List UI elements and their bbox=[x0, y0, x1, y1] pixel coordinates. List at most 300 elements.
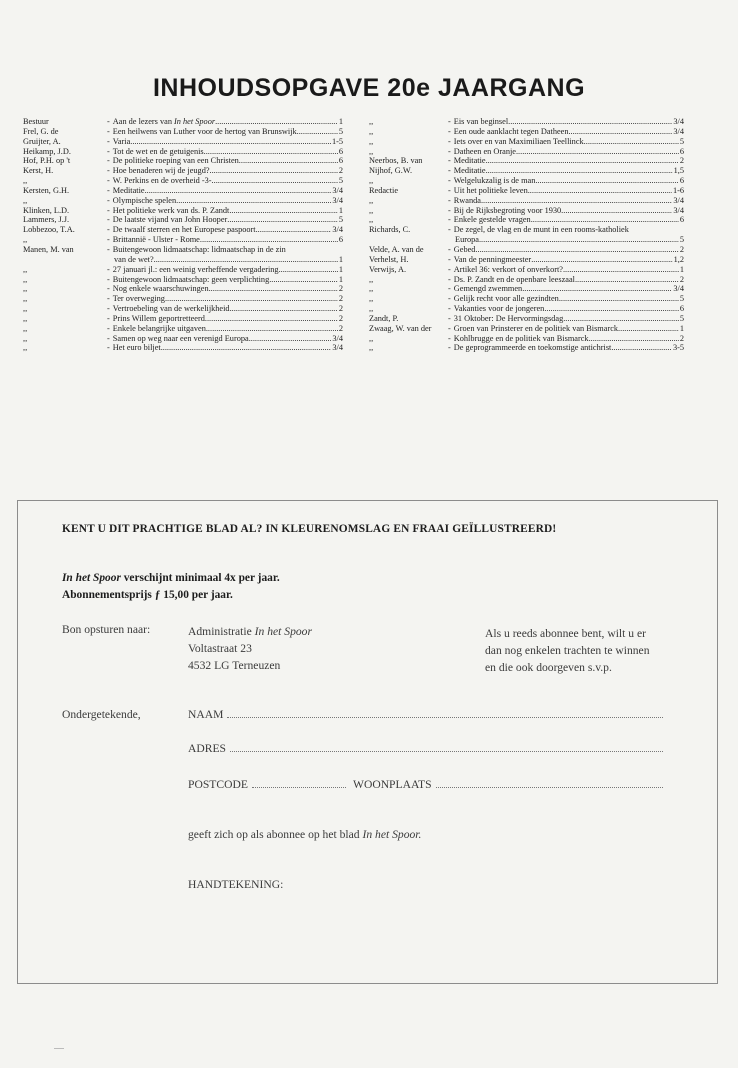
toc-leader bbox=[249, 334, 332, 344]
toc-leader bbox=[568, 127, 672, 137]
toc-title: Rwanda bbox=[453, 195, 481, 205]
toc-article bbox=[107, 147, 343, 157]
toc-entry bbox=[23, 225, 343, 235]
toc-article bbox=[107, 245, 343, 265]
toc-title: Datheen en Oranje bbox=[453, 146, 516, 156]
toc-author: Zwaag, W. van der bbox=[369, 323, 432, 333]
promo-heading: KENT U DIT PRACHTIGE BLAD AL? IN KLEURENOMSLAG EN FRAAI GEÏLLUSTREERD! bbox=[62, 523, 557, 535]
toc-dash: - bbox=[107, 274, 110, 284]
toc-article bbox=[448, 206, 684, 216]
toc-article bbox=[107, 215, 343, 225]
mailing-address bbox=[188, 623, 312, 674]
toc-page: 1 bbox=[338, 264, 343, 274]
toc-author: ,, bbox=[369, 294, 374, 304]
toc-page: 6 bbox=[679, 176, 684, 186]
toc-entry bbox=[369, 314, 684, 324]
toc-page: 5 bbox=[679, 313, 684, 323]
toc-article bbox=[107, 343, 343, 353]
toc-entry bbox=[369, 275, 684, 285]
toc-dash: - bbox=[107, 284, 110, 294]
toc-entry bbox=[23, 117, 343, 127]
toc-article bbox=[448, 156, 684, 166]
toc-leader bbox=[516, 147, 679, 157]
address-label: ADRES bbox=[188, 742, 227, 755]
postcode-field[interactable] bbox=[188, 778, 346, 791]
toc-article bbox=[448, 343, 684, 353]
toc-entry bbox=[369, 294, 684, 304]
toc-entry bbox=[369, 206, 684, 216]
toc-author: ,, bbox=[23, 264, 28, 274]
toc-leader bbox=[563, 265, 679, 275]
toc-dash: - bbox=[107, 244, 110, 254]
toc-entry bbox=[369, 137, 684, 147]
toc-dash: - bbox=[107, 304, 110, 314]
toc-entry bbox=[23, 196, 343, 206]
toc-entry bbox=[369, 156, 684, 166]
toc-author: Kersten, G.H. bbox=[23, 185, 70, 195]
subscriber-note bbox=[485, 625, 705, 676]
toc-page: 5 bbox=[338, 176, 343, 186]
toc-page: 5 bbox=[679, 136, 684, 146]
toc-entry bbox=[369, 117, 684, 127]
note-line: Als u reeds abonnee bent, wilt u er bbox=[485, 627, 646, 640]
toc-author: ,, bbox=[369, 343, 374, 353]
toc-dash: - bbox=[107, 215, 110, 225]
toc-title-continued: Europa bbox=[455, 235, 479, 245]
toc-author: ,, bbox=[23, 284, 28, 294]
toc-author: ,, bbox=[369, 304, 374, 314]
toc-leader bbox=[227, 215, 338, 225]
toc-leader bbox=[161, 343, 332, 353]
statement-magazine-name: In het Spoor. bbox=[362, 828, 422, 841]
toc-author: Heikamp, J.D. bbox=[23, 146, 71, 156]
toc-article bbox=[448, 275, 684, 285]
toc-entry bbox=[369, 215, 684, 225]
toc-title: Meditatie bbox=[453, 156, 486, 166]
toc-dash: - bbox=[448, 264, 451, 274]
toc-author: ,, bbox=[369, 205, 374, 215]
toc-dash: - bbox=[448, 176, 451, 186]
toc-page: 2 bbox=[679, 274, 684, 284]
undersigned-label: Ondergetekende, bbox=[62, 708, 141, 721]
toc-magazine-name: In het Spoor bbox=[174, 117, 216, 126]
toc-dash: - bbox=[107, 126, 110, 136]
toc-entry bbox=[369, 284, 684, 294]
city-label: WOONPLAATS bbox=[353, 778, 432, 791]
toc-entry bbox=[369, 255, 684, 265]
toc-author: ,, bbox=[23, 343, 28, 353]
toc-dash: - bbox=[448, 343, 451, 353]
toc-title: Olympische spelen bbox=[112, 195, 177, 205]
toc-page: 3-5 bbox=[672, 343, 684, 353]
toc-title: Aan de lezers van In het Spoor bbox=[112, 117, 216, 126]
toc-page: 3/4 bbox=[332, 185, 343, 195]
toc-leader bbox=[528, 186, 672, 196]
toc-page: 2 bbox=[338, 284, 343, 294]
toc-leader bbox=[229, 206, 337, 216]
toc-title: Buitengewoon lidmaatschap: geen verplichting bbox=[112, 274, 270, 284]
toc-author: Verwijs, A. bbox=[369, 264, 407, 274]
toc-author: ,, bbox=[369, 117, 374, 126]
toc-author: Bestuur bbox=[23, 117, 49, 126]
frequency-text: verschijnt minimaal 4x per jaar. bbox=[123, 572, 280, 584]
toc-page: 2 bbox=[338, 304, 343, 314]
name-label: NAAM bbox=[188, 708, 224, 721]
toc-title: Prins Willem geportretteerd bbox=[112, 313, 205, 323]
note-line: en die ook doorgeven s.v.p. bbox=[485, 661, 612, 674]
toc-page: 3/4 bbox=[332, 195, 343, 205]
toc-title: Een oude aanklacht tegen Datheen bbox=[453, 126, 569, 136]
toc-title: Meditatie bbox=[112, 185, 145, 195]
toc-dash: - bbox=[448, 294, 451, 304]
toc-page: 2 bbox=[338, 294, 343, 304]
toc-entry bbox=[369, 265, 684, 275]
toc-entry bbox=[23, 265, 343, 275]
toc-author: ,, bbox=[369, 195, 374, 205]
toc-article bbox=[107, 294, 343, 304]
toc-dash: - bbox=[448, 274, 451, 284]
toc-article bbox=[107, 284, 343, 294]
toc-leader bbox=[205, 314, 338, 324]
toc-leader bbox=[475, 245, 678, 255]
toc-page: 3/4 bbox=[673, 195, 684, 205]
toc-title: Welgelukzalig is de man bbox=[453, 176, 536, 186]
name-field[interactable] bbox=[188, 708, 663, 721]
toc-article bbox=[107, 304, 343, 314]
toc-article bbox=[107, 166, 343, 176]
toc-dash: - bbox=[448, 284, 451, 294]
toc-title: Iets over en van Maximiliaen Teellinck bbox=[453, 136, 584, 146]
subscription-statement bbox=[188, 828, 421, 841]
toc-leader bbox=[209, 284, 338, 294]
toc-entry bbox=[23, 294, 343, 304]
toc-entry bbox=[369, 166, 684, 176]
toc-article bbox=[448, 147, 684, 157]
toc-author: Richards, C. bbox=[369, 225, 411, 235]
toc-dash: - bbox=[107, 205, 110, 215]
toc-entry bbox=[369, 245, 684, 255]
toc-article bbox=[448, 127, 684, 137]
toc-page: 1 bbox=[679, 264, 684, 274]
toc-dash: - bbox=[448, 117, 451, 126]
toc-page: 3/4 bbox=[332, 343, 343, 353]
toc-page: 3/4 bbox=[673, 205, 684, 215]
toc-leader bbox=[176, 196, 331, 206]
toc-leader bbox=[256, 225, 332, 235]
toc-page: 1 bbox=[338, 205, 343, 215]
toc-dash: - bbox=[448, 333, 451, 343]
toc-leader bbox=[210, 166, 338, 176]
toc-article bbox=[107, 334, 343, 344]
toc-leader bbox=[611, 343, 672, 353]
toc-page: 3/4 bbox=[673, 126, 684, 136]
toc-author: ,, bbox=[369, 136, 374, 146]
toc-author: ,, bbox=[369, 333, 374, 343]
toc-dash: - bbox=[107, 195, 110, 205]
toc-title: Het politieke werk van ds. P. Zandt bbox=[112, 205, 230, 215]
toc-page: 1,5 bbox=[673, 166, 684, 176]
postcode-label: POSTCODE bbox=[188, 778, 248, 791]
toc-title: Hoe benaderen wij de jeugd? bbox=[112, 166, 210, 176]
toc-article bbox=[448, 304, 684, 314]
toc-page: 1 bbox=[338, 274, 343, 284]
toc-leader bbox=[544, 304, 679, 314]
toc-dash: - bbox=[448, 323, 451, 333]
toc-dash: - bbox=[107, 264, 110, 274]
toc-leader bbox=[206, 324, 338, 334]
toc-article bbox=[107, 265, 343, 275]
toc-dash: - bbox=[107, 294, 110, 304]
toc-article bbox=[448, 255, 684, 265]
address-field[interactable] bbox=[188, 742, 663, 755]
toc-title: De geprogrammeerde en toekomstige antichrist bbox=[453, 343, 612, 353]
toc-entry bbox=[369, 324, 684, 334]
toc-author: Gruijter, A. bbox=[23, 136, 61, 146]
toc-page: 3/4 bbox=[673, 117, 684, 126]
toc-title: De laatste vijand van John Hooper bbox=[112, 215, 228, 225]
postcode-input-line[interactable] bbox=[252, 787, 346, 788]
toc-article bbox=[448, 176, 684, 186]
toc-title: Meditatie bbox=[453, 166, 486, 176]
note-line: dan nog enkelen trachten te winnen bbox=[485, 644, 650, 657]
page-title: INHOUDSOPGAVE 20e JAARGANG bbox=[152, 74, 586, 102]
toc-dash: - bbox=[107, 117, 110, 126]
toc-entry bbox=[369, 186, 684, 196]
toc-dash: - bbox=[107, 313, 110, 323]
toc-title: Vertroebeling van de werkelijkheid bbox=[112, 304, 230, 314]
toc-entry bbox=[23, 314, 343, 324]
toc-article bbox=[107, 186, 343, 196]
toc-page: 5 bbox=[679, 294, 684, 304]
frequency-line bbox=[62, 572, 280, 584]
toc-dash: - bbox=[448, 126, 451, 136]
toc-page: 2 bbox=[338, 323, 343, 333]
toc-leader bbox=[215, 117, 338, 127]
toc-entry bbox=[23, 275, 343, 285]
toc-entry bbox=[369, 176, 684, 186]
toc-dash: - bbox=[448, 313, 451, 323]
toc-article bbox=[107, 314, 343, 324]
toc-author: Manen, M. van bbox=[23, 244, 74, 254]
toc-title: Samen op weg naar een verenigd Europa bbox=[112, 333, 249, 343]
toc-article bbox=[448, 225, 684, 245]
toc-title: Brittannië - Ulster - Rome bbox=[112, 235, 200, 245]
toc-entry bbox=[23, 324, 343, 334]
toc-title: Enkele gestelde vragen bbox=[453, 215, 531, 225]
toc-article bbox=[448, 186, 684, 196]
toc-page: 2 bbox=[679, 333, 684, 343]
page-mark bbox=[54, 1048, 64, 1049]
toc-entry bbox=[23, 245, 343, 265]
city-input-line[interactable] bbox=[436, 787, 663, 788]
toc-dash: - bbox=[107, 323, 110, 333]
toc-page: 2 bbox=[338, 313, 343, 323]
toc-leader bbox=[618, 324, 679, 334]
toc-entry bbox=[23, 235, 343, 245]
toc-title: Eis van beginsel bbox=[453, 117, 509, 126]
toc-author: ,, bbox=[23, 235, 28, 245]
toc-article bbox=[448, 196, 684, 206]
toc-leader bbox=[212, 176, 338, 186]
toc-author: ,, bbox=[23, 294, 28, 304]
toc-page: 6 bbox=[338, 156, 343, 166]
toc-dash: - bbox=[448, 254, 451, 264]
toc-entry bbox=[369, 334, 684, 344]
address-name: In het Spoor bbox=[254, 625, 312, 638]
address-input-line[interactable] bbox=[230, 751, 663, 752]
toc-author: ,, bbox=[23, 313, 28, 323]
toc-leader bbox=[479, 235, 679, 245]
toc-leader bbox=[535, 176, 678, 186]
toc-dash: - bbox=[107, 235, 110, 245]
toc-entry bbox=[23, 156, 343, 166]
toc-title: Enkele belangrijke uitgaven bbox=[112, 323, 206, 333]
toc-article bbox=[107, 324, 343, 334]
toc-page: 3/4 bbox=[332, 225, 343, 235]
toc-title: Bij de Rijksbegroting voor 1930 bbox=[453, 205, 562, 215]
toc-dash: - bbox=[448, 185, 451, 195]
toc-article bbox=[448, 324, 684, 334]
toc-page: 2 bbox=[679, 156, 684, 166]
toc-page: 1-5 bbox=[331, 136, 343, 146]
toc-article bbox=[448, 166, 684, 176]
toc-dash: - bbox=[448, 136, 451, 146]
send-to-label: Bon opsturen naar: bbox=[62, 623, 151, 636]
toc-author: Nijhof, G.W. bbox=[369, 166, 413, 176]
toc-dash: - bbox=[448, 215, 451, 225]
toc-dash: - bbox=[107, 225, 110, 235]
toc-title: De twaalf sterren en het Europese paspoort bbox=[112, 225, 256, 235]
toc-leader bbox=[269, 275, 338, 285]
toc-dash: - bbox=[107, 176, 110, 186]
toc-leader bbox=[230, 304, 338, 314]
toc-article bbox=[448, 334, 684, 344]
toc-page: 6 bbox=[338, 146, 343, 156]
toc-title: De politieke roeping van een Christen bbox=[112, 156, 239, 166]
toc-page: 5 bbox=[679, 235, 684, 245]
toc-page: 1-6 bbox=[672, 185, 684, 195]
toc-author: ,, bbox=[369, 215, 374, 225]
toc-article bbox=[448, 245, 684, 255]
toc-dash: - bbox=[448, 225, 451, 235]
toc-page: 3/4 bbox=[673, 284, 684, 294]
toc-entry bbox=[23, 127, 343, 137]
toc-entry bbox=[23, 137, 343, 147]
toc-entry bbox=[369, 127, 684, 137]
magazine-name: In het Spoor bbox=[62, 572, 121, 584]
toc-leader bbox=[130, 137, 331, 147]
toc-title: Gebed bbox=[453, 244, 476, 254]
toc-author: Verhelst, H. bbox=[369, 254, 409, 264]
name-input-line[interactable] bbox=[227, 717, 663, 718]
toc-entry bbox=[369, 304, 684, 314]
toc-article bbox=[107, 176, 343, 186]
toc-title: Groen van Prinsterer en de politiek van Bismarck bbox=[453, 323, 619, 333]
toc-author: ,, bbox=[369, 146, 374, 156]
price-line: Abonnementsprijs ƒ 15,00 per jaar. bbox=[62, 589, 233, 601]
toc-dash: - bbox=[107, 185, 110, 195]
toc-title-continued: van de wet? bbox=[114, 254, 154, 264]
toc-leader bbox=[589, 334, 679, 344]
toc-page: 5 bbox=[338, 126, 343, 136]
toc-title: Van de penningmeester bbox=[453, 254, 532, 264]
toc-author: Kerst, H. bbox=[23, 166, 54, 176]
toc-author: Zandt, P. bbox=[369, 313, 399, 323]
toc-dash: - bbox=[107, 156, 110, 166]
toc-leader bbox=[559, 294, 679, 304]
toc-entry bbox=[369, 343, 684, 353]
toc-page: 1 bbox=[679, 323, 684, 333]
toc-title: 27 januari jl.: een weinig verheffende vergadering bbox=[112, 264, 279, 274]
toc-entry bbox=[23, 343, 343, 353]
toc-leader bbox=[279, 265, 338, 275]
toc-article bbox=[107, 156, 343, 166]
toc-leader bbox=[200, 235, 338, 245]
city-field[interactable] bbox=[353, 778, 663, 791]
toc-author: ,, bbox=[369, 176, 374, 186]
toc-author: ,, bbox=[23, 195, 28, 205]
toc-title: Vakanties voor de jongeren bbox=[453, 304, 545, 314]
toc-article bbox=[107, 235, 343, 245]
signature-label: HANDTEKENING: bbox=[188, 878, 284, 891]
toc-dash: - bbox=[107, 166, 110, 176]
toc-leader bbox=[481, 196, 672, 206]
toc-article bbox=[107, 117, 343, 127]
toc-leader bbox=[531, 215, 679, 225]
toc-article bbox=[107, 225, 343, 235]
toc-title: 31 Oktober: De Hervormingsdag bbox=[453, 313, 564, 323]
toc-leader bbox=[154, 255, 338, 265]
toc-page: 1 bbox=[338, 117, 343, 126]
toc-leader bbox=[239, 156, 338, 166]
toc-dash: - bbox=[448, 205, 451, 215]
toc-title: Ter overweging bbox=[112, 294, 165, 304]
toc-article bbox=[107, 206, 343, 216]
toc-author: Redactie bbox=[369, 185, 399, 195]
toc-page: 6 bbox=[679, 304, 684, 314]
toc-leader bbox=[508, 117, 672, 127]
address-city: 4532 LG Terneuzen bbox=[188, 659, 281, 672]
toc-article bbox=[448, 215, 684, 225]
toc-page: 6 bbox=[338, 235, 343, 245]
toc-article bbox=[448, 314, 684, 324]
toc-author: Klinken, L.D. bbox=[23, 205, 70, 215]
toc-title: Artikel 36: verkort of onverkort? bbox=[453, 264, 563, 274]
toc-page: 2 bbox=[679, 244, 684, 254]
toc-dash: - bbox=[107, 136, 110, 146]
toc-article bbox=[107, 127, 343, 137]
toc-dash: - bbox=[448, 146, 451, 156]
toc-leader bbox=[561, 206, 672, 216]
toc-entry bbox=[23, 186, 343, 196]
toc-author: Velde, A. van de bbox=[369, 244, 424, 254]
toc-author: Hof, P.H. op 't bbox=[23, 156, 71, 166]
toc-page: 2 bbox=[338, 166, 343, 176]
toc-leader bbox=[297, 127, 338, 137]
toc-author: ,, bbox=[369, 274, 374, 284]
toc-dash: - bbox=[107, 146, 110, 156]
toc-leader bbox=[145, 186, 332, 196]
toc-article bbox=[448, 117, 684, 127]
toc-entry bbox=[23, 176, 343, 186]
toc-title: Gemengd zwemmen bbox=[453, 284, 523, 294]
toc-leader bbox=[584, 137, 679, 147]
toc-article bbox=[107, 196, 343, 206]
toc-author: Lobbezoo, T.A. bbox=[23, 225, 75, 235]
toc-dash: - bbox=[448, 166, 451, 176]
toc-entry bbox=[23, 334, 343, 344]
toc-entry bbox=[369, 225, 684, 245]
